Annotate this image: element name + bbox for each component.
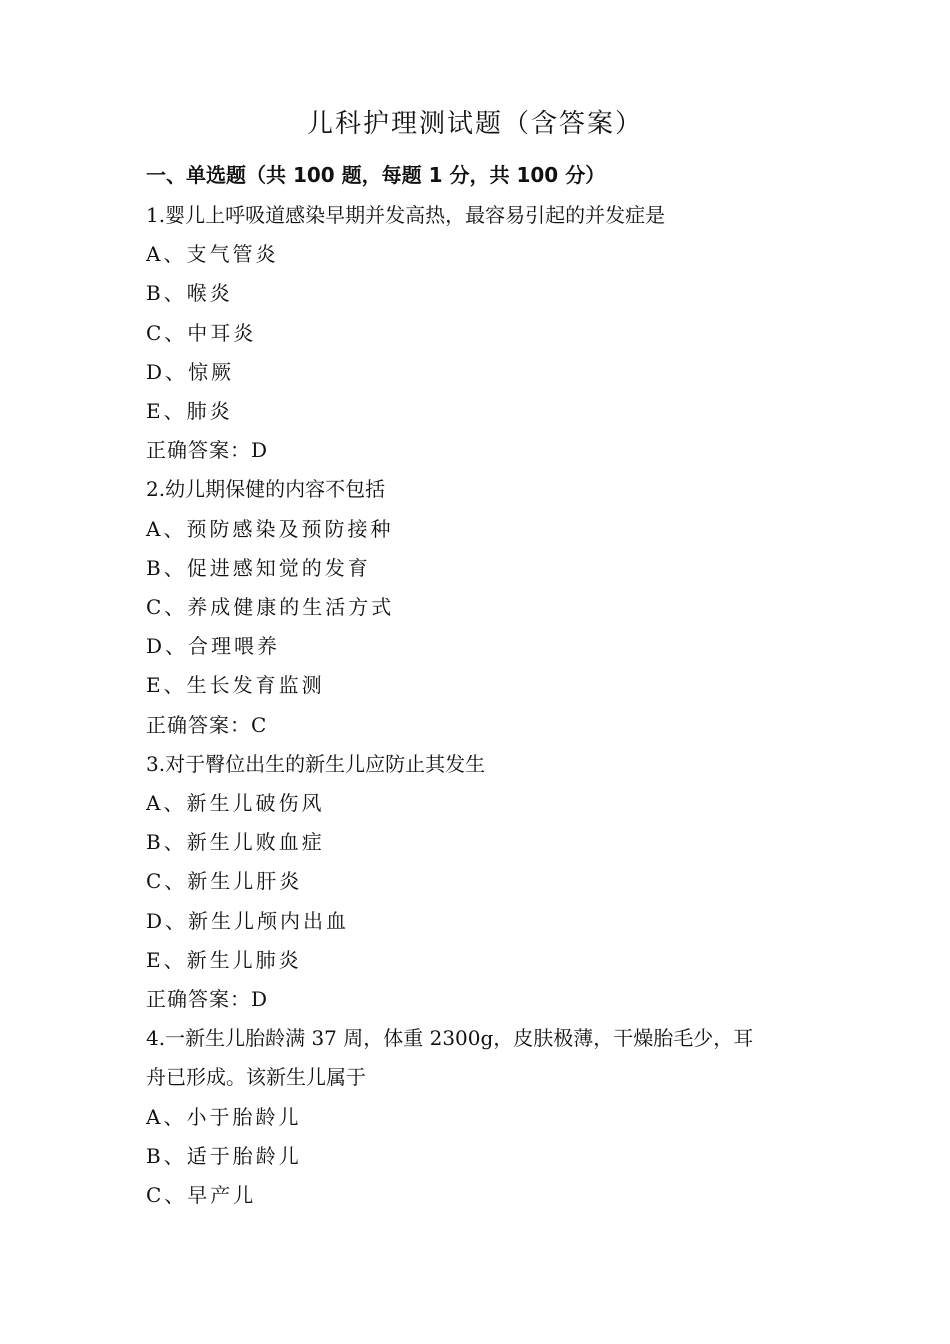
- option-b: B、适于胎龄儿: [146, 1143, 302, 1168]
- option-a: A、支气管炎: [146, 242, 279, 267]
- option-d: D、合理喂养: [146, 634, 281, 659]
- question-stem: 1.婴儿上呼吸道感染早期并发高热，最容易引起的并发症是: [146, 203, 666, 227]
- question-stem: 3.对于臀位出生的新生儿应防止其发生: [146, 751, 486, 776]
- question-1: [146, 196, 814, 470]
- option-e: E、生长发育监测: [146, 673, 325, 698]
- question-stem: 2.幼儿期保健的内容不包括: [146, 477, 386, 502]
- option-a: A、预防感染及预防接种: [146, 516, 394, 541]
- correct-answer: 正确答案：C: [146, 712, 268, 737]
- correct-answer: 正确答案：D: [146, 987, 269, 1012]
- option-e: E、新生儿肺炎: [146, 947, 302, 972]
- question-stem-line-1: 4.一新生儿胎龄满 37 周，体重 2300g，皮肤极薄，干燥胎毛少，耳: [146, 1026, 754, 1051]
- option-a: A、新生儿破伤风: [146, 791, 325, 816]
- option-b: B、喉炎: [146, 281, 233, 306]
- question-stem-line-2: 舟已形成。该新生儿属于: [146, 1065, 366, 1090]
- question-list: [146, 196, 814, 1215]
- option-b: B、促进感知觉的发育: [146, 555, 371, 580]
- option-a: A、小于胎龄儿: [146, 1104, 302, 1129]
- option-b: B、新生儿败血症: [146, 830, 325, 855]
- option-d: D、新生儿颅内出血: [146, 908, 350, 933]
- option-c: C、新生儿肝炎: [146, 869, 303, 894]
- question-4: [146, 1019, 814, 1215]
- option-c: C、早产儿: [146, 1183, 257, 1208]
- option-d: D、惊厥: [146, 359, 235, 384]
- option-c: C、中耳炎: [146, 320, 257, 345]
- correct-answer: 正确答案：D: [146, 438, 269, 463]
- document-title: 儿科护理测试题（含答案）: [306, 109, 643, 139]
- question-2: [146, 470, 814, 744]
- section-heading: 一、单选题（共 100 题，每题 1 分，共 100 分）: [146, 163, 606, 187]
- question-3: [146, 745, 814, 1019]
- option-e: E、肺炎: [146, 399, 233, 424]
- option-c: C、养成健康的生活方式: [146, 595, 395, 620]
